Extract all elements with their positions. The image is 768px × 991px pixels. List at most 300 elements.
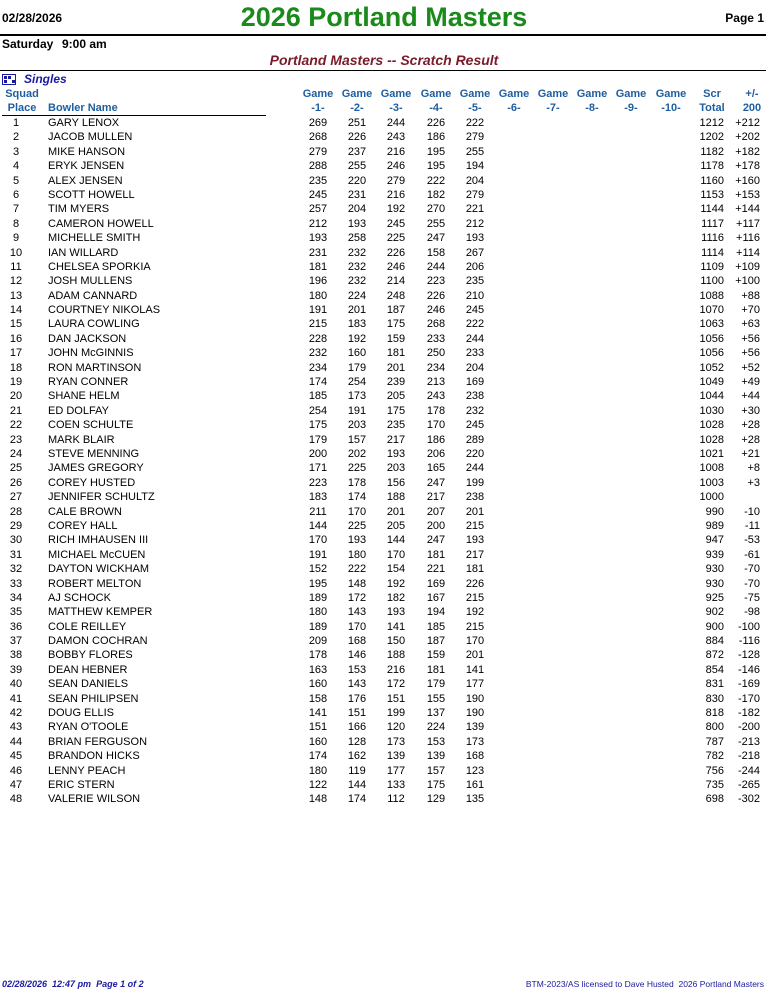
table-row [0, 433, 768, 447]
total-cell: 1003 [699, 476, 724, 489]
bowler-name-cell: ROBERT MELTON [48, 577, 142, 590]
plus-minus-cell: +44 [741, 390, 760, 403]
game-score-cell: 157 [426, 764, 446, 777]
plus-minus-cell: +52 [741, 361, 760, 374]
game-score-cell: 177 [386, 764, 406, 777]
game-score-cell: 223 [426, 275, 446, 288]
table-row [0, 476, 768, 490]
game-score-cell: 225 [347, 519, 367, 532]
plus-minus-cell: +153 [735, 188, 760, 201]
total-cell: 902 [705, 606, 724, 619]
bowler-name-cell: SHANE HELM [48, 390, 120, 403]
game-score-cell: 189 [308, 591, 328, 604]
col-game-label: Game [498, 88, 530, 100]
header-date: 02/28/2026 [2, 11, 63, 25]
bowler-name-cell: DEAN HEBNER [48, 663, 128, 676]
game-score-cell: 177 [465, 678, 485, 691]
col-game-number: -3- [389, 102, 403, 114]
game-score-cell: 178 [347, 476, 367, 489]
game-score-cell: 212 [465, 217, 485, 230]
total-cell: 787 [705, 735, 724, 748]
game-score-cell: 196 [308, 275, 328, 288]
game-score-cell: 257 [308, 203, 328, 216]
game-score-cell: 234 [426, 361, 446, 374]
game-score-cell: 179 [308, 433, 328, 446]
plus-minus-cell: -218 [737, 750, 760, 763]
place-cell: 29 [9, 519, 23, 532]
place-cell: 36 [9, 620, 23, 633]
game-score-cell: 190 [465, 707, 485, 720]
col-game-2 [337, 87, 377, 115]
plus-minus-cell: -169 [737, 678, 760, 691]
bowler-name-cell: RICH IMHAUSEN III [48, 534, 149, 547]
game-score-cell: 235 [386, 419, 406, 432]
game-score-cell: 151 [308, 721, 328, 734]
table-row [0, 260, 768, 274]
col-game-label: Game [459, 88, 491, 100]
table-row [0, 346, 768, 360]
page-number: Page 1 [725, 11, 764, 25]
bowler-name-cell: JOHN McGINNIS [48, 347, 134, 360]
game-score-cell: 161 [465, 778, 485, 791]
table-row [0, 620, 768, 634]
total-cell: 900 [705, 620, 724, 633]
game-score-cell: 144 [386, 534, 406, 547]
game-score-cell: 143 [347, 606, 367, 619]
game-score-cell: 183 [347, 318, 367, 331]
game-score-cell: 211 [309, 505, 327, 518]
plus-minus-cell: +117 [736, 217, 760, 230]
plus-minus-cell: -53 [744, 534, 760, 547]
game-score-cell: 169 [465, 376, 485, 389]
total-cell: 1070 [699, 304, 724, 317]
total-cell: 884 [705, 635, 724, 648]
bowler-name-cell: TIM MYERS [48, 203, 110, 216]
game-score-cell: 193 [386, 447, 406, 460]
place-cell: 3 [12, 145, 20, 158]
game-score-cell: 158 [308, 692, 328, 705]
game-score-cell: 243 [386, 131, 406, 144]
game-score-cell: 178 [308, 649, 328, 662]
game-score-cell: 237 [347, 145, 367, 158]
place-cell: 42 [9, 707, 23, 720]
bowler-name-cell: DAN JACKSON [48, 332, 127, 345]
game-score-cell: 222 [426, 174, 446, 187]
game-score-cell: 246 [386, 160, 406, 173]
plus-minus-cell: +116 [736, 232, 760, 245]
game-score-cell: 175 [426, 778, 446, 791]
grid-icon [2, 74, 16, 85]
game-score-cell: 199 [386, 707, 406, 720]
game-score-cell: 215 [308, 318, 328, 331]
total-cell: 939 [705, 548, 724, 561]
report-subtitle: Portland Masters -- Scratch Result [269, 52, 499, 68]
total-cell: 930 [705, 563, 724, 576]
game-score-cell: 128 [347, 735, 367, 748]
game-score-cell: 233 [465, 347, 485, 360]
game-score-cell: 163 [308, 663, 328, 676]
total-cell: 1044 [699, 390, 724, 403]
game-score-cell: 188 [386, 491, 406, 504]
game-score-cell: 247 [426, 476, 446, 489]
game-score-cell: 255 [465, 145, 485, 158]
game-score-cell: 216 [386, 145, 406, 158]
total-cell: 947 [705, 534, 724, 547]
bowler-name-cell: DAYTON WICKHAM [48, 563, 150, 576]
plus-minus-cell: +109 [735, 260, 760, 273]
game-score-cell: 146 [347, 649, 367, 662]
col-plus-minus [732, 87, 768, 115]
game-score-cell: 160 [308, 735, 328, 748]
plus-minus-cell: +88 [741, 289, 760, 302]
total-cell: 1116 [701, 232, 724, 245]
game-score-cell: 254 [308, 404, 328, 417]
bowler-name-cell: CAMERON HOWELL [48, 217, 154, 230]
plus-minus-cell: -116 [738, 635, 760, 648]
game-score-cell: 204 [465, 174, 485, 187]
table-row [0, 562, 768, 576]
game-score-cell: 226 [386, 246, 406, 259]
col-game-4 [416, 87, 456, 115]
table-row [0, 217, 768, 231]
page-title: 2026 Portland Masters [240, 2, 528, 32]
header-time: 9:00 am [62, 37, 107, 51]
game-score-cell: 162 [347, 750, 367, 763]
game-score-cell: 217 [465, 548, 485, 561]
table-row [0, 648, 768, 662]
game-score-cell: 213 [426, 376, 446, 389]
total-cell: 1182 [700, 145, 724, 158]
game-score-cell: 268 [308, 131, 328, 144]
game-score-cell: 174 [308, 376, 328, 389]
game-score-cell: 191 [308, 304, 328, 317]
game-score-cell: 185 [426, 620, 446, 633]
place-cell: 1 [12, 117, 20, 129]
game-score-cell: 155 [426, 692, 446, 705]
bowler-name-cell: SEAN PHILIPSEN [48, 692, 139, 705]
game-score-cell: 119 [348, 764, 366, 777]
col-game-label: Game [341, 88, 373, 100]
bowler-name-cell: STEVE MENNING [48, 447, 140, 460]
game-score-cell: 179 [347, 361, 367, 374]
game-score-cell: 245 [386, 217, 406, 230]
bowler-name-cell: ED DOLFAY [48, 404, 109, 417]
plus-minus-cell: -302 [737, 793, 760, 806]
game-score-cell: 160 [308, 678, 328, 691]
place-cell: 39 [9, 663, 23, 676]
game-score-cell: 279 [465, 131, 485, 144]
bowler-name-cell: RYAN O'TOOLE [48, 721, 129, 734]
total-cell: 1202 [699, 131, 724, 144]
plus-minus-cell: +49 [741, 376, 760, 389]
total-cell: 989 [705, 519, 724, 532]
game-score-cell: 194 [426, 606, 446, 619]
table-row [0, 418, 768, 432]
bowler-name-cell: LENNY PEACH [48, 764, 126, 777]
bowler-name-cell: BOBBY FLORES [48, 649, 133, 662]
game-score-cell: 279 [386, 174, 406, 187]
place-cell: 43 [9, 721, 23, 734]
game-score-cell: 175 [308, 419, 328, 432]
place-cell: 8 [12, 217, 20, 230]
game-score-cell: 270 [426, 203, 446, 216]
total-cell: 925 [705, 591, 724, 604]
game-score-cell: 224 [347, 289, 367, 302]
section-label: Singles [24, 72, 67, 86]
game-score-cell: 122 [308, 778, 328, 791]
bowler-name-cell: RON MARTINSON [48, 361, 142, 374]
game-score-cell: 170 [386, 548, 406, 561]
total-cell: 1056 [699, 347, 724, 360]
total-cell: 930 [705, 577, 724, 590]
game-score-cell: 143 [347, 678, 367, 691]
game-score-cell: 183 [308, 491, 328, 504]
table-row [0, 519, 768, 533]
place-cell: 38 [9, 649, 23, 662]
total-cell: 1117 [701, 217, 724, 230]
place-cell: 33 [9, 577, 23, 590]
table-row [0, 375, 768, 389]
game-score-cell: 238 [465, 491, 485, 504]
plus-minus-cell: +28 [741, 433, 760, 446]
table-row [0, 174, 768, 188]
game-score-cell: 156 [386, 476, 406, 489]
col-game-number: -1- [311, 102, 325, 114]
game-score-cell: 159 [426, 649, 446, 662]
game-score-cell: 180 [347, 548, 367, 561]
game-score-cell: 206 [465, 260, 485, 273]
game-score-cell: 150 [386, 635, 406, 648]
game-score-cell: 141 [386, 620, 406, 633]
game-score-cell: 204 [347, 203, 367, 216]
total-cell: 1153 [700, 188, 724, 201]
game-score-cell: 221 [465, 203, 485, 216]
table-row [0, 116, 768, 130]
header-rule [0, 34, 766, 36]
total-cell: 782 [705, 750, 724, 763]
game-score-cell: 288 [308, 160, 328, 173]
game-score-cell: 137 [426, 707, 446, 720]
game-score-cell: 201 [347, 304, 367, 317]
plus-minus-cell: +160 [735, 174, 760, 187]
plus-minus-cell: +178 [735, 160, 760, 173]
plus-minus-cell: +144 [735, 203, 760, 216]
table-row [0, 706, 768, 720]
game-score-cell: 216 [386, 188, 406, 201]
total-cell: 1088 [699, 289, 724, 302]
game-score-cell: 243 [426, 390, 446, 403]
game-score-cell: 174 [347, 491, 367, 504]
game-score-cell: 205 [386, 390, 406, 403]
game-score-cell: 168 [465, 750, 485, 763]
plus-minus-cell: +8 [747, 462, 760, 475]
bowler-name-cell: GARY LENOX [48, 117, 120, 129]
table-row [0, 317, 768, 331]
place-cell: 7 [12, 203, 20, 216]
game-score-cell: 181 [465, 563, 485, 576]
game-score-cell: 187 [426, 635, 446, 648]
table-row [0, 389, 768, 403]
plus-minus-cell: +70 [741, 304, 760, 317]
game-score-cell: 207 [426, 505, 446, 518]
col-game-label: Game [576, 88, 608, 100]
col-game-number: -6- [507, 102, 521, 114]
bowler-name-cell: LAURA COWLING [48, 318, 140, 331]
total-cell: 1000 [699, 491, 724, 504]
table-row [0, 778, 768, 792]
game-score-cell: 167 [426, 591, 446, 604]
game-score-cell: 182 [386, 591, 406, 604]
table-row [0, 490, 768, 504]
col-game-number: -2- [350, 102, 364, 114]
table-row [0, 735, 768, 749]
table-row [0, 332, 768, 346]
total-cell: 1052 [699, 361, 724, 374]
game-score-cell: 152 [308, 563, 328, 576]
table-row [0, 605, 768, 619]
place-cell: 6 [12, 188, 20, 201]
place-cell: 2 [12, 131, 20, 144]
game-score-cell: 223 [308, 476, 328, 489]
game-score-cell: 166 [347, 721, 367, 734]
plus-minus-cell: -11 [744, 519, 760, 532]
game-score-cell: 232 [465, 404, 485, 417]
total-cell: 698 [705, 793, 724, 806]
total-cell: 818 [705, 707, 724, 720]
game-score-cell: 232 [347, 260, 367, 273]
plus-minus-cell: -61 [744, 548, 760, 561]
game-score-cell: 139 [386, 750, 406, 763]
total-cell: 831 [705, 678, 724, 691]
total-cell: 1028 [699, 419, 724, 432]
col-game-number: -10- [661, 102, 681, 114]
game-score-cell: 203 [347, 419, 367, 432]
bowler-name-cell: CHELSEA SPORKIA [48, 260, 151, 273]
game-score-cell: 201 [386, 505, 406, 518]
game-score-cell: 239 [386, 376, 406, 389]
bowler-name-cell: JAMES GREGORY [48, 462, 144, 475]
bowler-name-cell: IAN WILLARD [48, 246, 119, 259]
game-score-cell: 193 [465, 534, 485, 547]
game-score-cell: 186 [426, 131, 446, 144]
game-score-cell: 173 [347, 390, 367, 403]
game-score-cell: 168 [347, 635, 367, 648]
game-score-cell: 222 [465, 117, 485, 129]
bowler-name-cell: MIKE HANSON [48, 145, 126, 158]
bowler-name-cell: SEAN DANIELS [48, 678, 129, 691]
game-score-cell: 190 [465, 692, 485, 705]
col-game-number: -5- [468, 102, 482, 114]
table-row [0, 591, 768, 605]
game-score-cell: 235 [308, 174, 328, 187]
game-score-cell: 191 [347, 404, 367, 417]
plus-minus-cell: -98 [744, 606, 760, 619]
game-score-cell: 228 [308, 332, 328, 345]
plus-minus-cell: +56 [741, 347, 760, 360]
game-score-cell: 199 [465, 476, 485, 489]
bowler-name-cell: ERYK JENSEN [48, 160, 125, 173]
bowler-name-cell: VALERIE WILSON [48, 793, 141, 806]
game-score-cell: 144 [347, 778, 367, 791]
col-squad-place [2, 87, 42, 115]
place-cell: 20 [9, 390, 23, 403]
game-score-cell: 268 [426, 318, 446, 331]
col-game-5 [455, 87, 495, 115]
col-game-9 [611, 87, 651, 115]
table-row [0, 145, 768, 159]
game-score-cell: 203 [386, 462, 406, 475]
place-cell: 13 [9, 289, 23, 302]
total-cell: 1063 [699, 318, 724, 331]
plus-minus-cell: +3 [747, 476, 760, 489]
total-cell: 735 [705, 778, 724, 791]
place-cell: 11 [10, 260, 22, 273]
game-score-cell: 222 [347, 563, 367, 576]
total-cell: 1028 [699, 433, 724, 446]
game-score-cell: 195 [426, 145, 446, 158]
col-total-label: Total [699, 102, 725, 114]
game-score-cell: 139 [465, 721, 485, 734]
place-cell: 34 [9, 591, 23, 604]
bowler-name-cell: DOUG ELLIS [48, 707, 115, 720]
plus-minus-cell: -213 [737, 735, 760, 748]
place-cell: 27 [9, 491, 23, 504]
place-cell: 40 [9, 678, 23, 691]
total-cell: 1056 [699, 332, 724, 345]
total-cell: 830 [705, 692, 724, 705]
game-score-cell: 181 [308, 260, 328, 273]
place-cell: 30 [9, 534, 23, 547]
game-score-cell: 175 [386, 318, 406, 331]
place-cell: 35 [9, 606, 23, 619]
col-scr-label: Scr [703, 88, 721, 100]
total-cell: 1212 [699, 117, 724, 129]
col-game-3 [376, 87, 416, 115]
game-score-cell: 148 [308, 793, 328, 806]
game-score-cell: 154 [386, 563, 406, 576]
table-row [0, 634, 768, 648]
game-score-cell: 169 [426, 577, 446, 590]
place-cell: 44 [9, 735, 23, 748]
col-pm-sub-label: 200 [742, 102, 762, 114]
col-game-label: Game [615, 88, 647, 100]
game-score-cell: 220 [465, 447, 485, 460]
game-score-cell: 216 [386, 663, 406, 676]
col-game-10 [651, 87, 691, 115]
game-score-cell: 201 [465, 649, 485, 662]
place-cell: 15 [9, 318, 23, 331]
col-place-label: Place [7, 102, 37, 114]
game-score-cell: 250 [426, 347, 446, 360]
table-row [0, 749, 768, 763]
footer-right: BTM-2023/AS licensed to Dave Husted 2026 Portland Masters [525, 979, 764, 989]
game-score-cell: 141 [465, 663, 485, 676]
place-cell: 10 [9, 246, 23, 259]
results-table [0, 116, 768, 807]
game-score-cell: 269 [308, 117, 328, 129]
game-score-cell: 160 [347, 347, 367, 360]
game-score-cell: 258 [347, 232, 367, 245]
col-game-6 [494, 87, 534, 115]
plus-minus-cell: +100 [735, 275, 760, 288]
bowler-name-cell: MATTHEW KEMPER [48, 606, 153, 619]
game-score-cell: 153 [426, 735, 446, 748]
game-score-cell: 182 [426, 188, 446, 201]
game-score-cell: 171 [308, 462, 328, 475]
game-score-cell: 244 [386, 117, 406, 129]
col-game-number: -9- [624, 102, 638, 114]
game-score-cell: 279 [308, 145, 328, 158]
